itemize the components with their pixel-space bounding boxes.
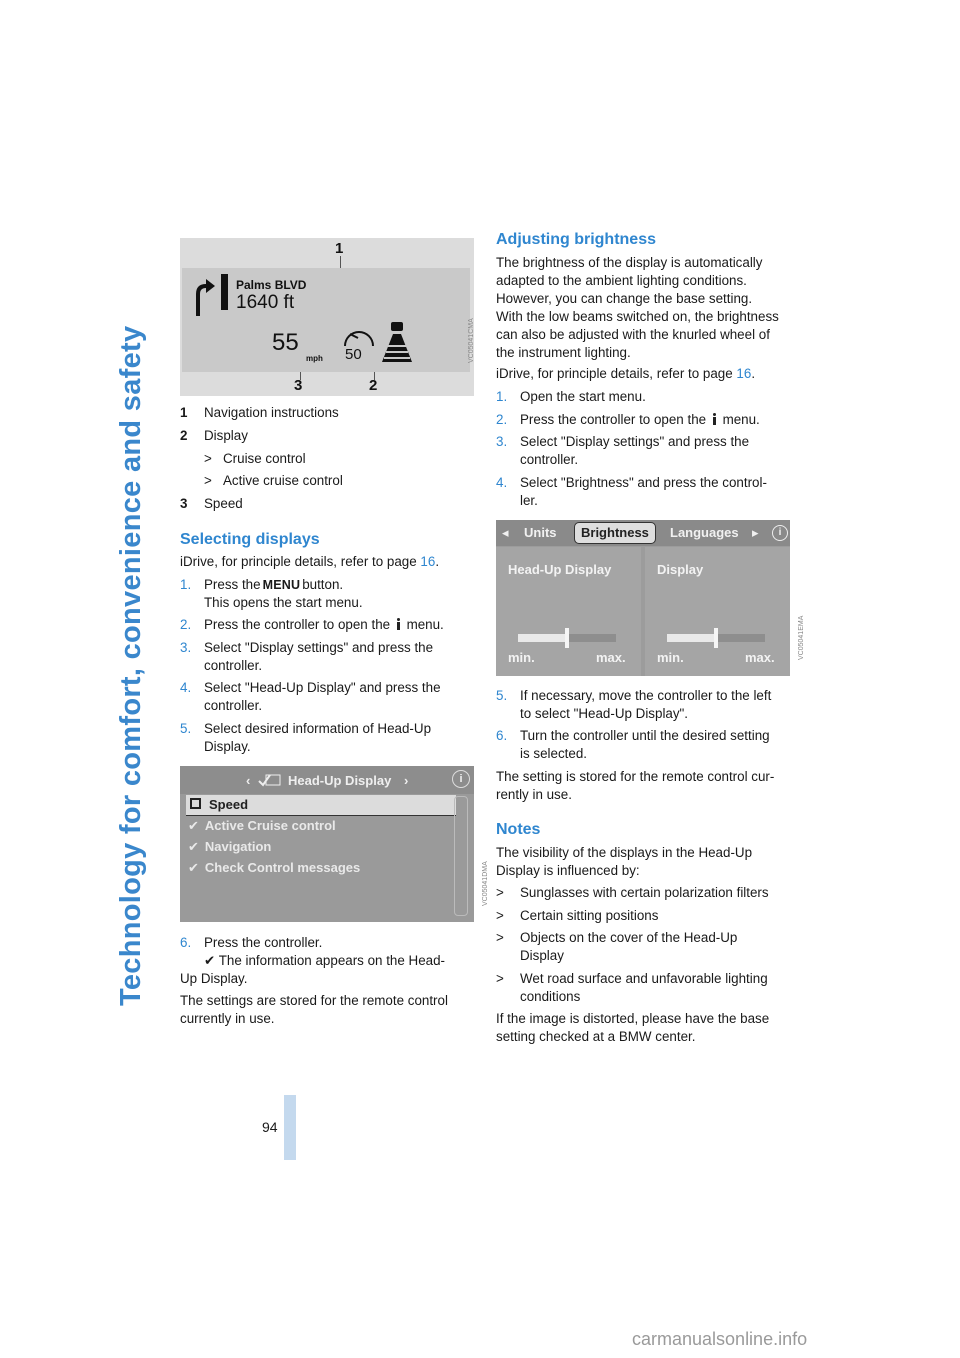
menu-item-active-cruise[interactable]: ✔ Active Cruise control [188, 818, 336, 833]
info-icon [396, 618, 401, 630]
check-icon: ✔ [188, 860, 199, 875]
notes-outro: If the image is distorted, please have the base setting checked at a BMW center. [496, 1011, 770, 1044]
figure-ref: VC05041CMA [468, 318, 475, 363]
step: 1. Press the MENU button. [180, 577, 344, 592]
head-up-display-figure [180, 238, 474, 396]
section-heading: Adjusting brightness [496, 231, 656, 248]
stored-text: The settings are stored for the remote control currently in use. [180, 993, 448, 1026]
tab-units[interactable]: Units [524, 525, 557, 540]
check-icon: ✔ [204, 953, 216, 968]
slider-knob[interactable] [714, 628, 718, 648]
figure-ref: VC05041DMA [482, 861, 489, 906]
page-marker-bar [284, 1095, 296, 1160]
checkbox-empty-icon [190, 798, 201, 809]
info-icon: i [452, 770, 470, 788]
notes-intro: The visibility of the displays in the Head-Up Display is influenced by: [496, 845, 753, 878]
menu-button-icon: MENU [262, 578, 301, 592]
legend-item: 1 Navigation instructions [180, 405, 339, 420]
slider-knob[interactable] [565, 628, 569, 648]
step: 2. Press the controller to open the menu. [180, 617, 444, 632]
panel-head-up-display [496, 547, 641, 676]
slider-fill [667, 634, 716, 642]
step: 1. Open the start menu. [496, 389, 646, 404]
note-item-continued: conditions [520, 989, 581, 1004]
menu-item-check-control[interactable]: ✔ Check Control messages [188, 860, 361, 875]
note-item: > Certain sitting positions [496, 908, 659, 923]
chevron-left-icon: ◂ [502, 525, 509, 540]
chevron-right-icon: › [404, 773, 409, 788]
step: 4. Select "Head-Up Display" and press the [180, 680, 441, 695]
step-continued: This opens the start menu. [204, 595, 363, 610]
slider-min-label: min. [657, 650, 684, 665]
page-link[interactable]: 16 [420, 554, 436, 569]
step-continued: controller. [520, 452, 579, 467]
page-link[interactable]: 16 [736, 366, 752, 381]
panel-display [645, 547, 790, 676]
brightness-slider[interactable] [518, 634, 616, 642]
head-up-display-menu-figure [180, 766, 489, 922]
slider-max-label: max. [745, 650, 775, 665]
tab-brightness[interactable]: Brightness [574, 522, 656, 544]
street-name: Palms BLVD [236, 278, 307, 292]
intro-text: iDrive, for principle details, refer to page 16. [496, 366, 756, 381]
legend-item: 2 Display [180, 428, 248, 443]
chapter-title-text: Technology for comfort, convenience and safety [115, 325, 147, 1006]
section-heading: Selecting displays [180, 531, 320, 548]
chevron-right-icon: ▸ [752, 525, 759, 540]
step: 6. Turn the controller until the desired setting [496, 728, 770, 743]
note-item: > Objects on the cover of the Head-Up [496, 930, 738, 945]
slider-max-label: max. [596, 650, 626, 665]
intro-text: iDrive, for principle details, refer to page 16. [180, 554, 440, 569]
turn-arrow-icon [194, 276, 216, 318]
brightness-settings-figure [496, 520, 805, 676]
slider-min-label: min. [508, 650, 535, 665]
brightness-paragraph: The brightness of the display is automatically adapted to the ambient lighting conditions. However, you can change the base setting. With the low beams switched on, the brightness can also be adjusted with the knurled wheel of the instrument lighting. [496, 255, 779, 360]
menu-item-speed[interactable]: Speed [186, 795, 456, 816]
step: 4. Select "Brightness" and press the control- [496, 475, 767, 490]
slider-fill [518, 634, 567, 642]
watermark: carmanualsonline.info [632, 1329, 808, 1349]
step: 3. Select "Display settings" and press the [496, 434, 750, 449]
page-number: 94 [262, 1119, 278, 1135]
distance-value: 1640 ft [236, 292, 295, 313]
speed-value: 55 [272, 329, 299, 356]
info-icon [712, 413, 717, 425]
legend-subitem: > Cruise control [204, 451, 306, 466]
callout-3: 3 [294, 377, 303, 394]
note-item-continued: Display [520, 948, 564, 963]
cruise-speed-value: 50 [345, 346, 362, 363]
figure-ref: VC05041EMA [798, 615, 805, 660]
panel-title: Display [657, 562, 704, 577]
stored-text: The setting is stored for the remote control cur- rently in use. [496, 769, 775, 802]
info-icon: i [772, 525, 788, 541]
step-continued: Display. [204, 739, 251, 754]
callout-2: 2 [369, 377, 378, 394]
step-continued: ler. [520, 493, 538, 508]
callout-1: 1 [335, 240, 344, 257]
checkbox-icon [258, 773, 282, 787]
tab-languages[interactable]: Languages [670, 525, 739, 540]
active-cruise-control-icon [378, 320, 416, 364]
speed-unit: mph [306, 354, 323, 363]
step-continued: is selected. [520, 746, 587, 761]
menu-title: Head-Up Display [288, 773, 392, 788]
step-continued: Up Display. [180, 971, 248, 986]
step-continued: ✔ The information appears on the Head- [204, 953, 446, 968]
legend-subitem: > Active cruise control [204, 473, 343, 488]
step-continued: controller. [204, 698, 263, 713]
menu-item-navigation[interactable]: ✔ Navigation [188, 839, 272, 854]
menu-title-bar [180, 766, 474, 794]
step: 5. Select desired information of Head-Up [180, 721, 432, 736]
scrollbar[interactable] [454, 796, 468, 916]
chevron-left-icon: ‹ [246, 773, 251, 788]
tab-bar [496, 520, 790, 546]
note-item: > Sunglasses with certain polarization filters [496, 885, 769, 900]
step: 2. Press the controller to open the menu. [496, 412, 760, 427]
step: 3. Select "Display settings" and press the [180, 640, 434, 655]
check-icon: ✔ [188, 839, 199, 854]
note-item: > Wet road surface and unfavorable lighting [496, 971, 768, 986]
step: 5. If necessary, move the controller to the left [496, 688, 772, 703]
check-icon: ✔ [188, 818, 199, 833]
step-continued: controller. [204, 658, 263, 673]
brightness-slider[interactable] [667, 634, 765, 642]
section-heading: Notes [496, 821, 541, 838]
cruise-control-icon [342, 328, 376, 350]
legend-item: 3 Speed [180, 496, 243, 511]
step: 6. Press the controller. [180, 935, 323, 950]
distance-bar-icon [221, 274, 228, 310]
step-continued: to select "Head-Up Display". [520, 706, 689, 721]
panel-title: Head-Up Display [508, 562, 612, 577]
hud-display-area [182, 268, 470, 372]
